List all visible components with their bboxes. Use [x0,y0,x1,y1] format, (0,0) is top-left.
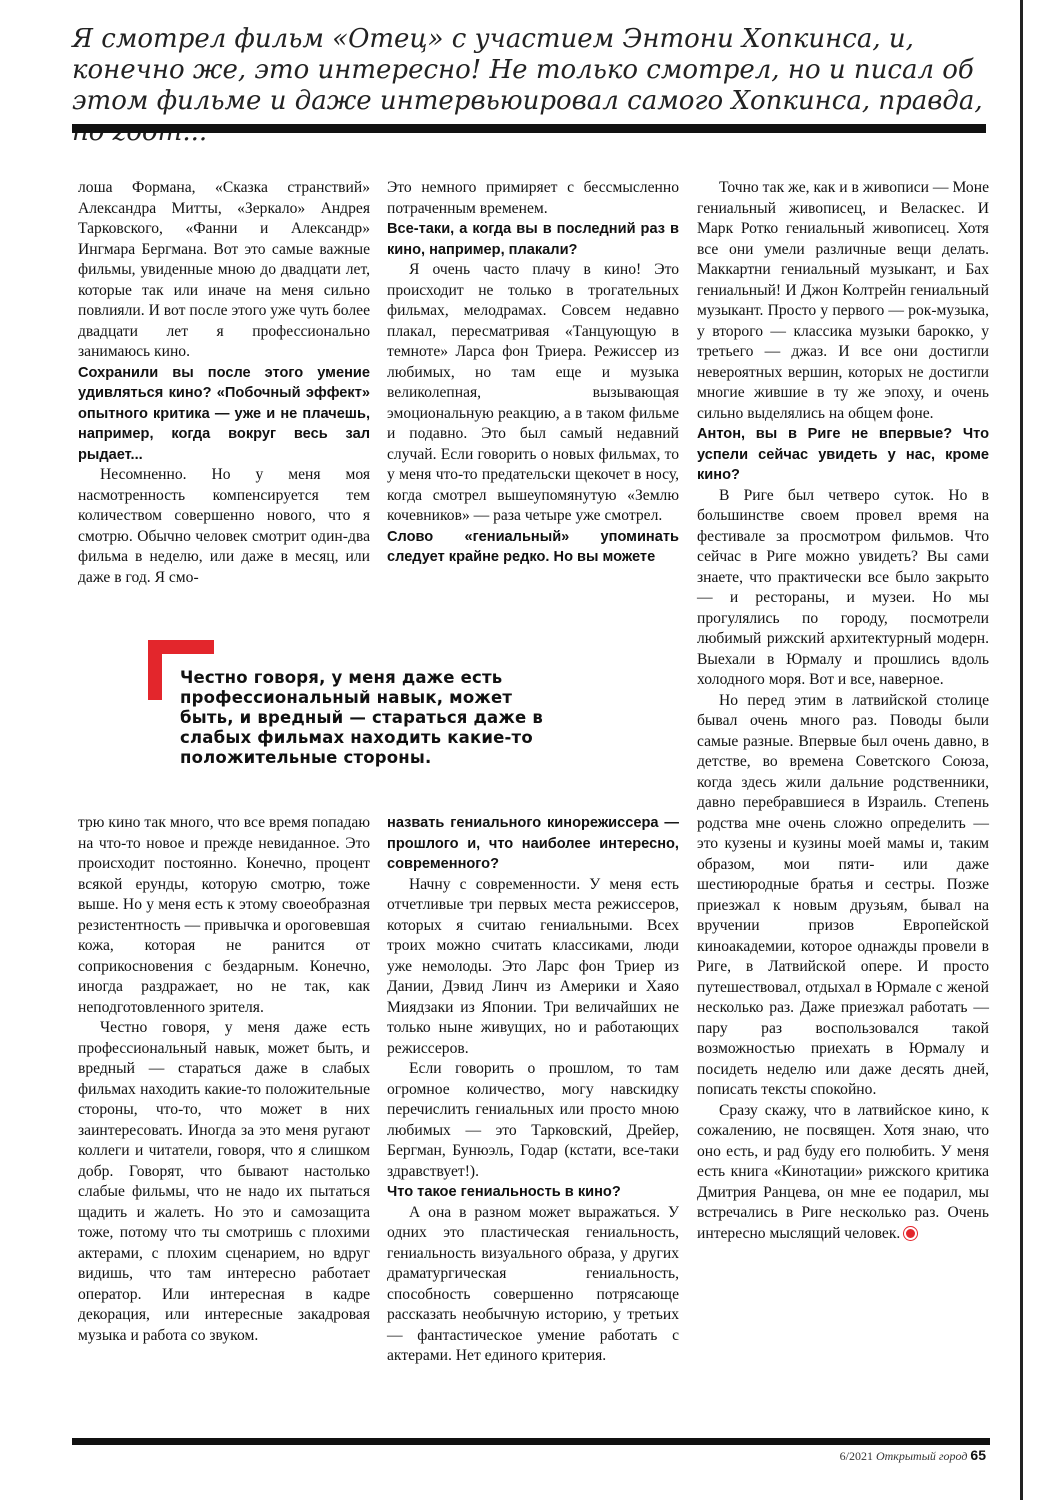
interview-question: Сохранили вы после этого умение удивляться кино? «Побочный эффект» опытного критика — уже и не плачешь, например, когда вокруг весь зал рыдает... [78,364,370,463]
body-paragraph: В Риге был четверо суток. Но в большинстве своем провел время на фестивале за просмотром фильмов. Что сейчас в Риге можно увидеть? Вы сами знаете, что практически все было закрыто — и рестораны, и музеи. Но мы прогулялись по городу, посмотрели любимый рижский архитектурный модерн. Выехали в Юрмалу и прошлись вдоль холодного моря. Вот и все, наверное. [697,486,989,688]
interview-question: Антон, вы в Риге не впервые? Что успели сейчас увидеть у нас, кроме кино? [697,426,989,483]
body-paragraph: Честно говоря, у меня даже есть профессиональный навык, может быть, и вредный — стараться даже в слабых фильмах находить какие-то положительные стороны, что-то, что может в них заинтересовать. Иногда за это меня ругают коллеги и читатели, говоря, что я слишком добр. Говорят, что бывают настолько слабые фильмы, что не надо их пытаться щадить и жалеть. Но это и самозащита тоже, потому что ты смотришь с плохими актерами, с плохим сценарием, но вдруг видишь, что там интересно работает оператор. Или интересная в кадре декорация, или интересные закадровая музыка и работа со звуком. [78,1019,370,1344]
column-2-top [387,178,679,568]
column-1-bottom [78,813,370,1346]
pull-quote-text: Честно говоря, у меня даже есть профессиональный навык, может быть, и вредный — стараться даже в слабых фильмах находить какие-то положительные стороны. [180,668,543,767]
top-rule [72,124,986,133]
body-paragraph: Если говорить о прошлом, то там огромное количество, могу навскидку перечислить гениальных или просто мною любимых — это Тарковский, Дрейер, Бергман, Бунюэль, Годар (кстати, все-таки здравствует!). [387,1060,679,1180]
column-3 [697,178,989,1244]
pull-quote [148,640,568,770]
body-paragraph: Сразу скажу, что в латвийское кино, к сожалению, не посвящен. Хотя знаю, что оно есть, и рад буду его полюбить. У меня есть книга «Кинотации» рижского критика Дмитрия Ранцева, он мне ее подарил, мы встречались в Риге несколько раз. Очень интересно мыслящий человек. [697,1101,989,1242]
column-1-top [78,178,370,588]
body-paragraph: Точно так же, как и в живописи — Моне гениальный живописец, и Веласкес. И Марк Ротко гениальный живописец. Хотя все они умели различные вещи делать. Маккартни гениальный музыкант, и Бах гениальный! И Джон Колтрейн гениальный музыкант. Просто у первого — рок-музыка, у второго — классика музыки барокко, у третьего — джаз. И все они достигли невероятных вершин, которых не достигли многие жившие в ту же эпоху, и очень сильно выделялись на общем фоне. [697,179,989,422]
lead-paragraph: Я смотрел фильм «Отец» с участием Энтони Хопкинса, и, конечно же, это интересно! Не только смотрел, но и писал об этом фильме и даже интервьюировал самого Хопкинса, правда, [72,24,983,116]
body-paragraph: Несомненно. Но у меня моя насмотренность компенсируется тем количеством совершенно нового, что я смотрю. Обычно человек смотрит один-два фильма в неделю, или даже в месяц, или даже в год. Я смо- [78,466,370,586]
magazine-name: Открытый город [875,1449,968,1463]
issue-number: 6/2021 [839,1449,873,1463]
body-paragraph: Начну с современности. У меня есть отчетливые три первых места режиссеров, которых я считаю гениальными. Всех троих можно считать классиками, люди уже немолоды. Это Ларс фон Триер из Дании, Дэвид Линч из Америки и Хаяо Миядзаки из Японии. Три величайших не только ныне живущих, но и работающих режиссеров. [387,875,679,1057]
body-paragraph: лоша Формана, «Сказка странствий» Александра Митты, «Зеркало» Андрея Тарковского, «Фанни и Александр» Ингмара Бергмана. Вот это самые важные фильмы, увиденные мною до двадцати лет, которые так или иначе на меня сильно повлияли. И вот после этого уже чуть более двадцати лет я профессионально занимаюсь кино. [78,179,370,360]
body-paragraph: А она в разном может выражаться. У одних это пластическая гениальность, гениальность визуального образа, у других драматургическая гениальность, способность совершенно потрясающе рассказать необычную историю, у третьих — фантастическое умение работать с актерами. Нет единого критерия. [387,1203,679,1364]
interview-question: назвать гениального кинорежиссера — прошлого и, что наиболее интересно, современного? [387,815,679,872]
page-edge [1020,0,1023,1500]
interview-question: Слово «гениальный» упоминать следует крайне редко. Но вы можете [387,528,679,565]
interview-question: Что такое гениальность в кино? [387,1184,621,1200]
page-number: 65 [970,1447,986,1463]
end-mark-icon [904,1227,917,1240]
body-paragraph: трю кино так много, что все время попадаю на что-то новое и прежде невиданное. Это происходит постоянно. Конечно, процент всякой ерунды, которую смотрю, тоже выше. Но у меня есть к этому своеобразная резистентность — привычка и ороговевшая кожа, которая не ранится от соприкосновения с бездарным. Конечно, иногда раздражает, но не так, как неподготовленного зрителя. [78,814,370,1016]
interview-question: Все-таки, а когда вы в последний раз в кино, например, плакали? [387,221,679,258]
column-2-bottom [387,813,679,1367]
page-footer [840,1447,986,1464]
bottom-rule [72,1438,990,1445]
body-paragraph: Но перед этим в латвийской столице бывал очень много раз. Поводы были самые разные. Впервые был очень давно, в детстве, во времена Советского Союза, когда здесь жили дальние родственники, давно перебравшиеся в Израиль. Степень родства мне очень сложно определить — это кузены и кузины моей мамы и, таким образом, мои пяти- или даже шестиюродные братья и сестры. Позже приезжал к новым друзьям, бывал на вручении призов Европейской киноакадемии, которое однажды провели в Риге, в Латвийской опере. И просто путешествовал, отдыхал в Юрмале с женой несколько раз. Даже приезжал работать — пару раз воспользовался такой возможностью приехать в Юрмалу и посидеть неделю или даже десять дней, пописать тексты спокойно. [697,691,989,1098]
body-paragraph: Это немного примиряет с бессмысленно потраченным временем. [387,179,679,217]
body-paragraph: Я очень часто плачу в кино! Это происходит не только в трогательных фильмах, мелодрамах. Совсем недавно плакал, пересматривая «Танцующую в темноте» Ларса фон Триера. Режиссер из любимых, но там еще и музыка великолепная, вызывающая эмоциональную реакцию, а в таком фильме и подавно. Это был самый недавний случай. Если говорить о новых фильмах, то у меня что-то предательски щекочет в носу, когда смотрел вышеупомянутую «Землю кочевников» — раза четыре уже смотрел. [387,261,679,524]
